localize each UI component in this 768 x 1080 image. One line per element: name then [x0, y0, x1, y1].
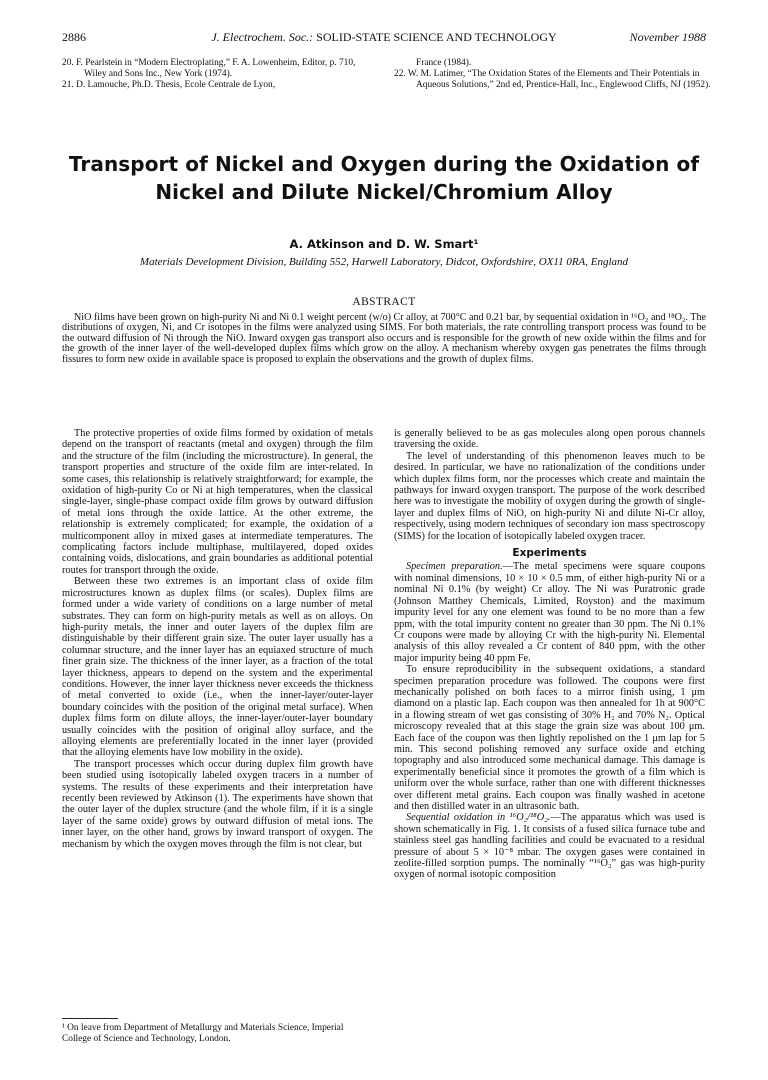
footnote-rule [62, 1018, 118, 1019]
article-authors: A. Atkinson and D. W. Smart¹ [289, 237, 479, 251]
runin-heading-sequential: Sequential oxidation in ¹⁶O₂/¹⁸O₂. [406, 812, 551, 824]
page-number: 2886 [62, 30, 86, 44]
body-paragraph [394, 561, 705, 664]
reference-column-right [394, 58, 712, 91]
abstract-heading: ABSTRACT [352, 296, 416, 308]
body-paragraph: The transport processes which occur during duplex film growth have been studied using isotopically labeled oxygen tracers in a number of systems. The results of these experiments and their interpretation have recently been reviewed by Atkinson (1). The experiments have shown that the outer layer of the duplex structure (and the whole film, if it is a single layer of the same oxide) grows by outward diffusion of metal ions. The inner layer, on the other hand, grows by inward transport of oxygen. The mechanism by which the oxygen moves through the film is not clear, but [62, 758, 373, 850]
abstract-text: NiO films have been grown on high-purity Ni and Ni 0.1 weight percent (w/o) Cr alloy, at 700°C and 0.21 bar, by sequential oxidation in ¹⁶O₂ and ¹⁸O₂. The distributions of oxygen, Ni, and Cr isotopes in the films were analyzed using SIMS. For both materials, the rate controlling transport process was found to be the outward diffusion of Ni through the NiO. Inward oxygen gas transport also occurs and is responsible for the growth of new oxide within the films and for the growth of the inner layer of the well-developed duplex films which grow on the alloy. A mechanism whereby oxygen gas penetrates the films through fissures to form new oxide in available space is proposed to explain the observations and the growth of duplex films. [62, 312, 706, 365]
article-title: Transport of Nickel and Oxygen during the Oxidation of Nickel and Dilute Nickel/Chromium Alloy [68, 152, 700, 204]
body-paragraph [394, 812, 705, 880]
footnote: ¹ On leave from Department of Metallurgy and Materials Science, Imperial College of Science and Technology, London. [62, 1023, 344, 1044]
body-column-left [62, 428, 373, 850]
reference-list [62, 58, 711, 118]
issue-date: November 1988 [629, 30, 706, 44]
reference-column-left [62, 58, 380, 91]
reference-item: 22. W. M. Latimer, “The Oxidation States of the Elements and Their Potentials in Aqueous Solutions,” 2nd ed, Prentice-Hall, Inc., Englewood Cliffs, NJ (1952). [394, 69, 711, 90]
reference-item: 20. F. Pearlstein in “Modern Electroplating,” F. A. Lowenheim, Editor, p. 710, Wiley and Sons Inc., New York (1974). [62, 58, 356, 79]
body-paragraph: To ensure reproducibility in the subsequent oxidations, a standard specimen preparation procedure was followed. The coupons were first mechanically polished on both faces to a mirror finish using, 1 μm diamond on a plastic lap. Each coupon was then annealed for 1h at 900°C in a flowing stream of wet gas consisting of 30% H₂ and 70% N₂. Optical microscopy revealed that at this stage the grain size was about 100 μm. Each face of the coupon was then lightly repolished on the 1 μm lap for 5 min. This second polishing removed any surface oxide and etching topography and also introduced some mechanical damage. This damage is experimentally beneficial since it promotes the growth of a film which is uniform over the whole surface, rather than one with different thicknesses over different metal grains. Each coupon was finally washed in acetone and then distilled water in an ultrasonic bath. [394, 664, 705, 812]
running-header [62, 30, 706, 46]
sequential-text: —The apparatus which was used is shown schematically in Fig. 1. It consists of a fused silica furnace tube and stainless steel gas handling facilities and could be evacuated to a residual pressure of about 5 × 10⁻⁸ mbar. The oxygen gases were contained in zeolite-filled sorption pumps. The nominally “¹⁶O₂” gas was high-purity oxygen of normal isotopic composition [394, 812, 705, 881]
runin-heading-specimen: Specimen preparation. [406, 561, 503, 573]
journal-name [62, 30, 706, 45]
author-affiliation: Materials Development Division, Building 552, Harwell Laboratory, Didcot, Oxfordshire, OX11 0RA, England [139, 256, 629, 268]
body-paragraph: is generally believed to be as gas molecules along open porous channels traversing the oxide. [394, 428, 705, 451]
body-paragraph: The protective properties of oxide films formed by oxidation of metals depend on the transport of reactants (metal and oxygen) through the film and the structure of the film (including the microstructure). In general, the transport properties and structure of the oxide film are inter-related. In some cases, this relationship is relatively straightforward; for example, the oxidation of high-purity Co or Ni at high temperatures, when the classical single-layer, single-phase compact oxide film grows by outward diffusion of metal ions through the oxide lattice. At the other extreme, the relationship is extremely complicated; for example, the oxidation of a multicomponent alloy in mixed gases at intermediate temperatures. The complicating factors include multiphase, multilayered, doped oxides containing voids, dislocations, and grain boundaries as additional potential routes for transport through the oxide. [62, 428, 373, 576]
reference-item: 21. D. Lamouche, Ph.D. Thesis, Ecole Centrale de Lyon, [62, 80, 276, 90]
specimen-text: —The metal specimens were square coupons with nominal dimensions, 10 × 10 × 0.5 mm, of either high-purity Ni or a nominal Ni 0.1% (by weight) Cr alloy. The Ni was Puratronic grade (Johnson Matthey Chemicals, Limited, Royston) and the maximum impurity level for any one element was found to be no more than a few ppm, with the total impurity content no greater than 30 ppm. The Ni 0.1% Cr coupons were made by alloying Cr with the high-purity Ni. Elemental analysis of this alloy revealed a Cr content of 840 ppm, with the other major impurity being 40 ppm Fe. [394, 561, 705, 664]
section-heading-experiments: Experiments [512, 547, 587, 560]
reference-item: France (1984). [416, 58, 472, 68]
journal-abbrev: J. Electrochem. Soc.: [211, 30, 314, 44]
body-paragraph: The level of understanding of this phenomenon leaves much to be desired. In particular, we have no rationalization of the conditions under which duplex films form, nor the processes which create and maintain the pathways for inward oxygen transport. The purpose of the work described here was to investigate the mobility of oxygen during the growth of single-layer and duplex films of NiO, on high-purity Ni and dilute Ni-Cr alloy, respectively, using modern techniques of secondary ion mass spectroscopy (SIMS) for the location of isotopically labeled oxygen tracer. [394, 450, 705, 542]
body-column-right [394, 428, 705, 881]
body-paragraph: Between these two extremes is an important class of oxide film microstructures known as duplex films (or scales). Duplex films are formed under a wide variety of conditions on a large number of metal substrates. They can form on high-purity metals as well as on alloys. On high-purity metals, the inner and outer layers of the duplex film are distinguishable by their different grain size. The outer layer usually has a columnar structure, and the inner layer has an equiaxed structure of much finer grain size. The thickness of the inner layer, as a fraction of the total layer thickness, appears to depend on the system and the experimental conditions. However, the inner layer thickness never exceeds the thickness of metal converted to oxide (i.e., when the inner-layer/outer-layer boundary coincides with the position of the original metal surface). When duplex films form on dilute alloys, the inner-layer/outer-layer boundary usually coincides with the position of original alloy surface, and the alloying elements are preferentially located in the inner layer (provided that the alloying elements have low mobility in the oxide). [62, 576, 373, 759]
journal-section: SOLID-STATE SCIENCE AND TECHNOLOGY [316, 30, 557, 44]
